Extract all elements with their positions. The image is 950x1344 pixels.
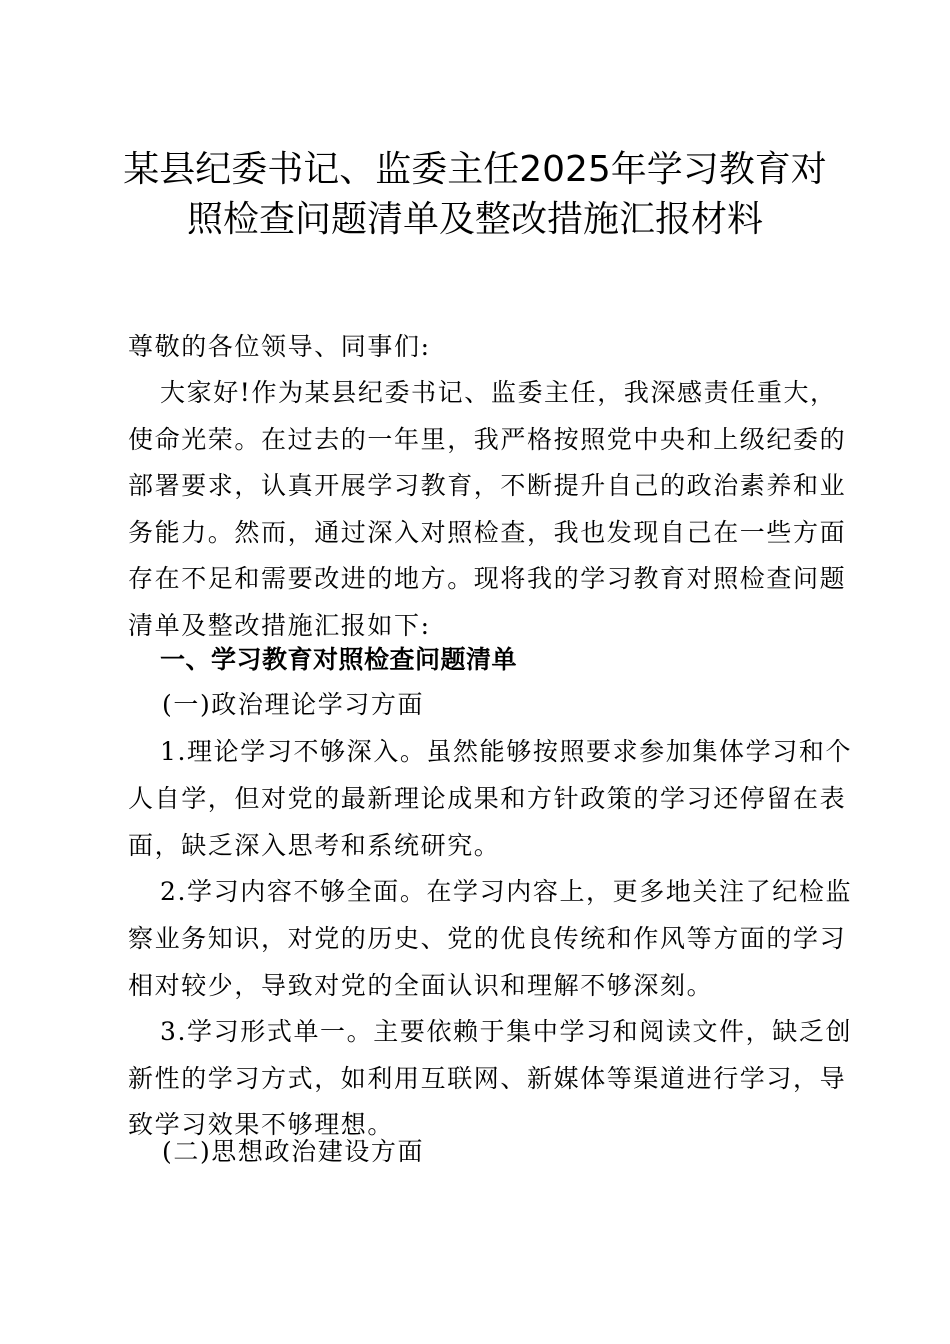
item-line: 相对较少，导致对党的全面认识和理解不够深刻。 — [128, 971, 714, 1000]
intro-line: 部署要求，认真开展学习教育，不断提升自己的政治素养和业 — [128, 471, 847, 500]
document-title-line-1: 某县纪委书记、监委主任2025年学习教育对 — [123, 149, 827, 190]
intro-line: 存在不足和需要改进的地方。现将我的学习教育对照检查问题 — [128, 564, 847, 593]
intro-line: 务能力。然而，通过深入对照检查，我也发现自己在一些方面 — [128, 518, 847, 547]
section-heading: 一、学习教育对照检查问题清单 — [160, 645, 518, 674]
intro-line: 使命光荣。在过去的一年里，我严格按照党中央和上级纪委的 — [128, 425, 847, 454]
item-line: 3.学习形式单一。主要依赖于集中学习和阅读文件，缺乏创 — [160, 1017, 853, 1046]
item-line: 新性的学习方式，如利用互联网、新媒体等渠道进行学习，导 — [128, 1064, 847, 1093]
item-line: 面，缺乏深入思考和系统研究。 — [128, 831, 501, 860]
subsection-heading: (二)思想政治建设方面 — [162, 1137, 425, 1166]
intro-line: 大家好!作为某县纪委书记、监委主任，我深感责任重大， — [160, 378, 837, 407]
document-title-line-2: 照检查问题清单及整改措施汇报材料 — [186, 199, 763, 240]
item-line: 2.学习内容不够全面。在学习内容上，更多地关注了纪检监 — [160, 877, 853, 906]
item-line: 人自学，但对党的最新理论成果和方针政策的学习还停留在表 — [128, 784, 847, 813]
intro-line: 清单及整改措施汇报如下: — [128, 611, 431, 640]
subsection-heading: (一)政治理论学习方面 — [162, 690, 425, 719]
item-line: 致学习效果不够理想。 — [128, 1110, 395, 1139]
salutation: 尊敬的各位领导、同事们: — [128, 332, 431, 361]
item-line: 1.理论学习不够深入。虽然能够按照要求参加集体学习和个 — [160, 737, 853, 766]
item-line: 察业务知识，对党的历史、党的优良传统和作风等方面的学习 — [128, 924, 847, 953]
